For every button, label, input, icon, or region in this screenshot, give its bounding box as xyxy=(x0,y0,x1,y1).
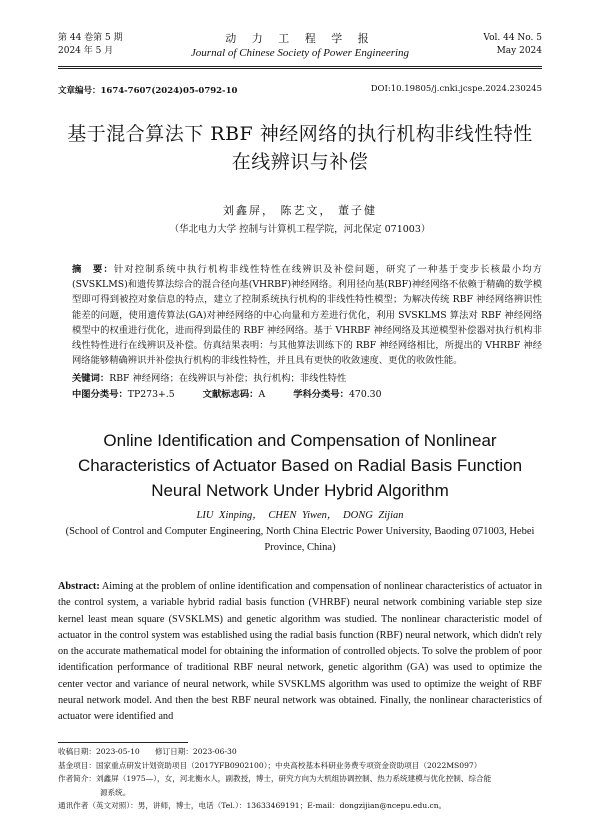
keywords-cn xyxy=(72,370,542,384)
date-en: May 2024 xyxy=(496,46,542,56)
abstract-cn-text: 针对控制系统中执行机构非线性特性在线辨识及补偿问题，研究了一种基于变步长核最小均方(SVSKLMS)和遗传算法综合的混合径向基(VHRBF)神经网络。利用径向基(RBF)神经网络不依赖于精确的数学模型即可得到被控对象信息的特点，建立了控制系统执行机构的非线性特性模型；为解决传统 RBF 神经网络辨识性能差的问题，使用遗传算法(GA)对神经网络的中心向量和方差进行优化，利用 SVSKLMS 算法对 RBF 神经网络模型中的权重进行优化，进而得到最佳的 RBF 神经网络。基于 VHRBF 神经网络及其逆模型补偿器对执行机构非线性特性进行在线辨识及补偿。仿真结果表明：与其他算法训练下的 RBF 神经网络相比，所提出的 VHRBF 神经网络能够精确辨识并补偿执行机构的非线性特性，并且具有更快的收敛速度、更优的收敛性能。 xyxy=(72,264,542,367)
abstract-cn xyxy=(72,262,542,368)
footnote-author-bio: 作者简介：刘鑫屏（1975—），女，河北衡水人，副教授，博士，研究方向为大机组协调控制、热力系统建模与优化控制、综合能 xyxy=(58,774,492,784)
clc-value: TP273+.5 xyxy=(127,389,175,400)
footnote-rule xyxy=(58,742,188,743)
footnote-fund: 基金项目：国家重点研发计划资助项目（2017YFB0902100）；中央高校基本科研业务费专项资金资助项目（2022MS097） xyxy=(58,760,482,770)
doc-code-label: 文献标志码： xyxy=(202,389,259,400)
abstract-en-text: Aiming at the problem of online identification and compensation of nonlinear characteristics of actuator in the control system, a variable hybrid radial basis function (VHRBF) neural network combining variable step size kernel least mean square (SVSKLMS) and genetic algorithm was studied. The nonlinear characteristic model of actuator in the control system was established using the radial basis function (RBF) neural network, which didn't rely on the accurate mathematical model for obtaining the information of controlled objects. To solve the problem of poor identification performance of traditional RBF neural network, genetic algorithm (GA) was used to optimize the center vector and variance of neural network, while SVSKLMS algorithm was used to optimize the weight of RBF neural network model. And then the best RBF neural network was obtained. Finally, the nonlinear characteristics of actuator were identified and xyxy=(58,581,542,723)
footnote-received: 收稿日期：2023-05-10 修订日期：2023-06-30 xyxy=(58,747,237,756)
volume-en: Vol. 44 No. 5 xyxy=(483,33,542,43)
title-en: Online Identification and Compensation of Nonlinear Characteristics of Actuator Based on Radial Basis Function Neural Network Under Hybrid Algorithm xyxy=(77,431,523,500)
footnote-corresponding: 通讯作者（英文对照）：男，讲师，博士，电话（Tel.）：13633469191；E-mail：dongzijian@ncepu.edu.cn。 xyxy=(58,801,447,811)
authors-en: LIU Xinping， CHEN Yiwen， DONG Zijian xyxy=(196,510,404,521)
keywords-cn-label: 关键词： xyxy=(72,373,110,384)
abstract-en-label: Abstract: xyxy=(58,581,100,592)
date-cn: 2024 年 5 月 xyxy=(58,46,114,56)
subject-value: 470.30 xyxy=(348,389,382,400)
affiliation-cn: （华北电力大学 控制与计算机工程学院，河北保定 071003） xyxy=(169,224,431,235)
clc-label: 中图分类号： xyxy=(72,389,128,400)
volume-cn: 第 44 卷第 5 期 xyxy=(58,33,123,43)
header-center xyxy=(58,32,542,60)
abstract-cn-label: 摘 要： xyxy=(72,264,114,275)
journal-name-cn: 动 力 工 程 学 报 xyxy=(225,32,375,45)
header-rule-top xyxy=(58,66,542,67)
affiliation-en: (School of Control and Computer Engineering, North China Electric Power University, Baoding 071003, Hebei Province, China) xyxy=(65,526,535,553)
header-right xyxy=(483,32,542,58)
authors-cn: 刘鑫屏， 陈艺文， 董子健 xyxy=(223,204,377,217)
doi: DOI:10.19805/j.cnki.jcspe.2024.230245 xyxy=(370,84,542,94)
title-cn: 基于混合算法下 RBF 神经网络的执行机构非线性特性在线辨识与补偿 xyxy=(67,123,533,173)
footnote-author-bio-cont: 源系统。 xyxy=(100,787,131,797)
classification-row xyxy=(72,386,542,400)
keywords-cn-text: RBF 神经网络；在线辨识与补偿；执行机构；非线性特性 xyxy=(109,373,347,384)
header-rule-bottom xyxy=(58,68,542,69)
journal-name-en: Journal of Chinese Society of Power Engineering xyxy=(190,47,410,59)
article-number: 文章编号：1674-7607(2024)05-0792-10 xyxy=(58,86,238,96)
doc-code-value: A xyxy=(258,389,266,400)
article-id-line xyxy=(58,84,542,96)
abstract-en xyxy=(58,579,542,726)
footnotes xyxy=(58,745,542,813)
subject-label: 学科分类号： xyxy=(293,389,349,400)
